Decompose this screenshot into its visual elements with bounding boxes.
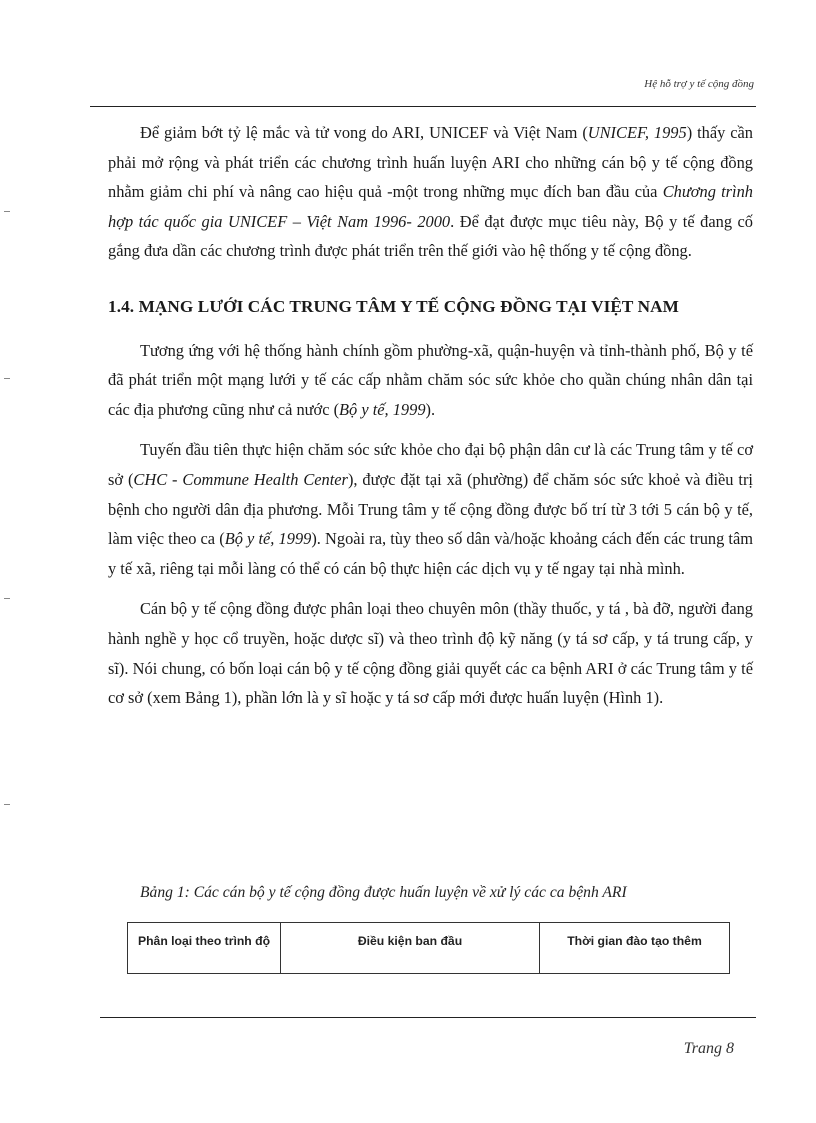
text-run: ), được đặt tại xã (phường) để chăm sóc sức khoẻ và điều trị bệnh cho người dân địa phương. Mỗi Trung tâm y tế cộng đồng được bố trí từ 3 tới 5 cán bộ y tế, làm việc theo ca ( xyxy=(108,469,753,549)
page-number: Trang 8 xyxy=(683,1040,734,1057)
text-run: ). xyxy=(425,399,436,419)
table-header-row xyxy=(128,923,730,974)
table-header-cell: Điều kiện ban đầu xyxy=(281,923,540,974)
program-name: Chương trình hợp tác quốc gia UNICEF – Việt Nam 1996- 2000 xyxy=(108,182,753,231)
scan-mark xyxy=(4,378,10,379)
text-run: Cán bộ y tế cộng đồng được phân loại theo chuyên môn (thầy thuốc, y tá , bà đỡ, người đang hành nghề y học cổ truyền, hoặc dược sĩ) và theo trình độ kỹ năng (y tá sơ cấp, y tá trung cấp, y sĩ). Nói chung, có bốn loại cán bộ y tế cộng đồng giải quyết các ca bệnh ARI ở các Trung tâm y tế cơ sở (xem Bảng 1), phần lớn là y sĩ hoặc y tá sơ cấp mới được huấn luyện (Hình 1). xyxy=(108,599,753,708)
text-run: Để giảm bớt tỷ lệ mắc và tử vong do ARI, UNICEF và Việt Nam ( xyxy=(140,123,588,142)
header-rule xyxy=(90,106,756,107)
table-header-cell: Thời gian đào tạo thêm xyxy=(540,923,730,974)
footer-rule xyxy=(100,1017,756,1018)
body-text xyxy=(108,118,753,724)
paragraph-staff xyxy=(108,594,753,712)
citation: UNICEF, 1995 xyxy=(587,123,687,142)
staff-table xyxy=(127,922,730,974)
text-run: . Để đạt được mục tiêu này, Bộ y tế đang cố gắng đưa dần các chương trình được phát triển trên thế giới vào hệ thống y tế cộng đồng. xyxy=(108,211,753,261)
term: CHC - Commune Health Center xyxy=(133,469,348,489)
section-heading: 1.4. MẠNG LƯỚI CÁC TRUNG TÂM Y TẾ CỘNG ĐỒNG TẠI VIỆT NAM xyxy=(108,296,679,316)
scan-mark xyxy=(4,598,10,599)
text-run: ) thấy cần phải mở rộng và phát triển các chương trình huấn luyện ARI cho những cán bộ y tế cộng đồng nhằm giảm chi phí và nâng cao hiệu quả -một trong những mục đích ban đầu của xyxy=(108,123,754,202)
paragraph-chc xyxy=(108,435,753,583)
table-caption: Bảng 1: Các cán bộ y tế cộng đồng được huấn luyện về xử lý các ca bệnh ARI xyxy=(140,884,627,901)
citation: Bộ y tế, 1999 xyxy=(339,399,426,419)
paragraph-unicef xyxy=(108,118,753,266)
text-run: ). Ngoài ra, tùy theo số dân và/hoặc khoảng cách đến các trung tâm y tế xã, riêng tại mỗi làng có thể có cán bộ thực hiện các dịch vụ y tế ngay tại nhà mình. xyxy=(108,529,754,578)
running-header: Hệ hỗ trợ y tế cộng đồng xyxy=(644,78,754,90)
text-run: Tuyến đầu tiên thực hiện chăm sóc sức khỏe cho đại bộ phận dân cư là các Trung tâm y tế cơ sở ( xyxy=(108,440,753,489)
citation: Bộ y tế, 1999 xyxy=(224,529,312,549)
scan-mark xyxy=(4,804,10,805)
paragraph-network xyxy=(108,336,753,425)
table-header-cell: Phân loại theo trình độ xyxy=(128,923,281,974)
scan-mark xyxy=(4,211,10,212)
text-run: Tương ứng với hệ thống hành chính gồm phường-xã, quận-huyện và tỉnh-thành phố, Bộ y tế đã phát triển một mạng lưới y tế các cấp nhằm chăm sóc sức khỏe cho quần chúng nhân dân tại các địa phương cũng như cả nước ( xyxy=(108,340,753,419)
